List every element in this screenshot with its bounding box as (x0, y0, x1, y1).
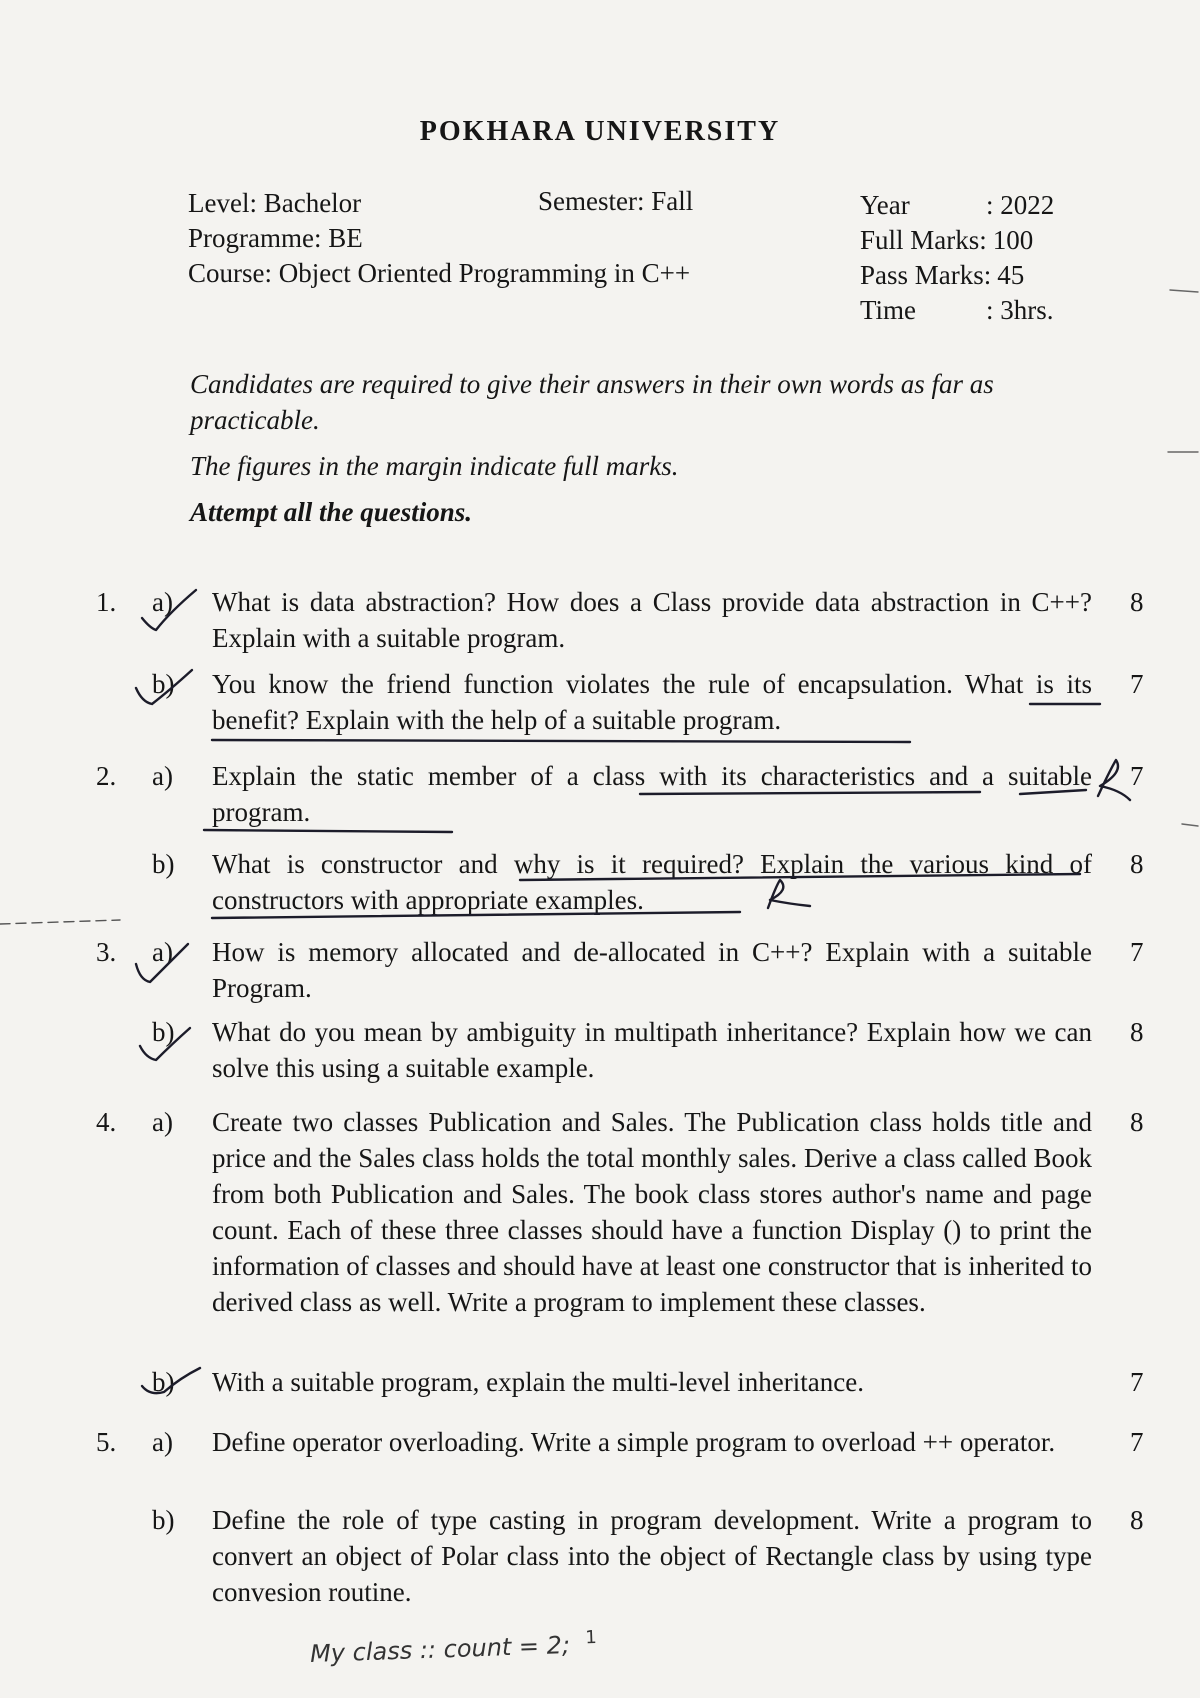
year-value: : 2022 (986, 190, 1055, 220)
pass-marks-label: Pass Marks: (860, 260, 992, 290)
course-line: Course: Object Oriented Programming in C++ (188, 258, 691, 288)
question-marks: 7 (1130, 1367, 1144, 1397)
question-marks: 8 (1130, 849, 1144, 879)
question-text: With a suitable program, explain the multi-level inheritance. (212, 1367, 864, 1397)
question-text: Define the role of type casting in program development. Write a program to convert an object of Polar class into the object of Rectangle class by using type convesion routine. (212, 1505, 1092, 1607)
question-part: b) (152, 849, 175, 879)
question-part: a) (152, 1107, 173, 1137)
instruction-own-words: Candidates are required to give their answers in their own words as far as practicable. (190, 369, 994, 435)
question-part: a) (152, 761, 173, 791)
programme-line: Programme: BE (188, 223, 363, 253)
question-text: Create two classes Publication and Sales. The Publication class holds title and price and the Sales class holds the total monthly sales. Derive a class called Book from both Publication and Sales. The book class stores author's name and page count. Each of these three classes should have a function Display () to print the information of classes and should have at least one constructor that is inherited to derived class as well. Write a program to implement these classes. (212, 1107, 1092, 1317)
year-row (860, 188, 1054, 223)
exam-meta-right (860, 188, 1054, 328)
exam-meta-mid (538, 184, 693, 219)
question-part: b) (152, 1505, 175, 1535)
question-part: a) (152, 937, 173, 967)
question-number: 2. (96, 761, 117, 791)
question-marks: 8 (1130, 587, 1144, 617)
handwritten-note (310, 1627, 598, 1668)
question-number: 1. (96, 587, 117, 617)
question-part: a) (152, 1427, 173, 1457)
question-part: b) (152, 1367, 175, 1397)
page-number: 1 (585, 1627, 598, 1649)
question-marks: 8 (1130, 1107, 1144, 1137)
instruction-attempt-all: Attempt all the questions. (190, 497, 473, 527)
fold-line (0, 920, 120, 924)
question-marks: 7 (1130, 669, 1144, 699)
time-row (860, 293, 1054, 328)
question-marks: 7 (1130, 937, 1144, 967)
semester-line: Semester: Fall (538, 186, 694, 216)
question-part: a) (152, 587, 173, 617)
question-number: 3. (96, 937, 117, 967)
time-label: Time (860, 295, 917, 325)
question-text: You know the friend function violates the rule of encapsulation. What is its benefit? Explain with the help of a suitable program. (212, 669, 1092, 735)
edge-mark (1168, 290, 1198, 826)
year-label: Year (860, 190, 910, 220)
question-marks: 7 (1130, 1427, 1144, 1457)
full-marks-label: Full Marks: (860, 225, 987, 255)
time-value: : 3hrs. (986, 295, 1054, 325)
question-text: Define operator overloading. Write a simple program to overload ++ operator. (212, 1427, 1056, 1457)
underline-suitable-program (204, 830, 452, 832)
question-marks: 8 (1130, 1505, 1144, 1535)
level-line: Level: Bachelor (188, 188, 362, 218)
question-marks: 7 (1130, 761, 1144, 791)
question-marks: 8 (1130, 1017, 1144, 1047)
university-title: POKHARA UNIVERSITY (419, 116, 781, 147)
instruction-margin-marks: The figures in the margin indicate full marks. (190, 451, 679, 481)
question-text: What is constructor and why is it required? Explain the various kind of constructors with appropriate examples. (212, 849, 1092, 915)
full-marks-value: 100 (992, 225, 1034, 255)
handwritten-note-text: My class :: count = 2; (309, 1630, 571, 1668)
question-part: b) (152, 669, 175, 699)
r-mark-2a (1098, 760, 1130, 800)
question-text: What is data abstraction? How does a Class provide data abstraction in C++? Explain with a suitable program. (212, 587, 1092, 653)
question-part: b) (152, 1017, 175, 1047)
question-text: What do you mean by ambiguity in multipath inheritance? Explain how we can solve this using a suitable example. (212, 1017, 1092, 1083)
pass-marks-value: 45 (997, 260, 1025, 290)
question-text: How is memory allocated and de-allocated in C++? Explain with a suitable Program. (212, 937, 1092, 1003)
full-marks-row (860, 223, 1054, 258)
instructions (190, 366, 1090, 540)
question-number: 4. (96, 1107, 117, 1137)
pass-marks-row (860, 258, 1054, 293)
question-number: 5. (96, 1427, 117, 1457)
question-text: Explain the static member of a class with its characteristics and a suitable program. (212, 761, 1092, 827)
